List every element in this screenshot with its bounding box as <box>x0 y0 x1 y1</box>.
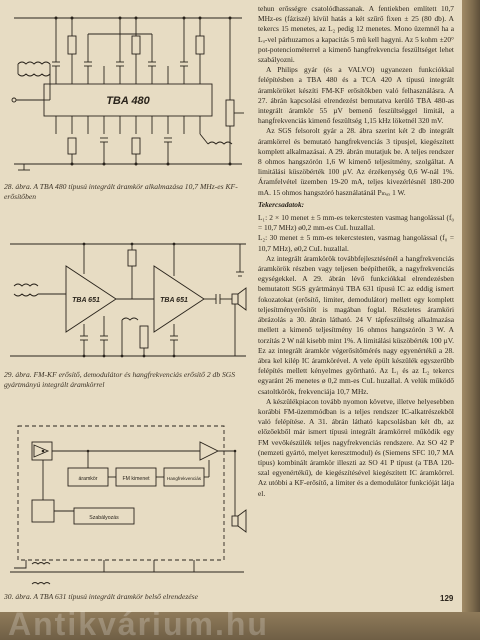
paragraph-4: Az integrált áramkörök továbbfejlesztésénél a hangfrekvenciás áramkörök részben vagy teljesen beépíthetők, a nagyfrekvenciás egységekkel. A 29. ábrán lévő funkciókkal elrendezésben bemutatott SGS gyártmányú TBA 631 típusú IC az eddig ismert fokozatokat (erősítő, limiter, demodulátor) mellett egy komplett teljesítményerősítőt is magában foglal. Részletes áramköri ábrázolás a 30. ábrán látható. 24 V tápfeszültség alkalmazása mellett a kimenő teljesítmény 16 ohmos hangszórón 3 W. A torzítás 2 W nál kisebb mint 1%. A limitálási küszöbérték 100 µV. Ez az integrált áramkör végerősítőmérés nagy egyenértékű a 28. ábra kel kilép IC áramkörével. A vele épült készülék egyszerűbb felépítés mellett kényelmes győrtható. Az L₁ és az L₂ tekercs egyaránt 26 menetes ø 0,2 mm-es CuL huzallal. A velük működő csatoltkörök, frekvenciája 10,7 MHz. <box>258 253 454 396</box>
coil-data-heading: Tekercsadatok: <box>258 199 305 209</box>
figure-28-caption: 28. ábra. A TBA 480 típusú integrált áramkör alkalmazása 10,7 MHz-es KF-erősítőben <box>4 182 238 201</box>
paragraph-1: tehun erősségre csatolódhassanak. A fentiekben említett 10,7 MHz-es (fáziszé) kívül hatás a két szűrő fixen ± 25 (80 db). A tekercs 15 menetes, az L₂ pedig 12 menetes. Mono üzemnél ha a Lᵤ-vel párhuzamos a kapacitás 5 mü kell hagyni. Az 5 kohm ±20° pot-potenciométerrel a kimenő hangfrekvencia feszültséget lehet szabályozni. <box>258 4 454 65</box>
chip-label-tba651-a: TBA 651 <box>72 297 100 304</box>
figure-30-caption: 30. ábra. A TBA 631 típusú integrált áramkör belső elrendezése <box>4 592 198 601</box>
figure-28-schematic <box>4 4 252 176</box>
paragraph-5: A készülékpiacon tovább nyomon követve, illetve helyesebben korábbi FM-üzemmódban is a teljes rendszer IC-alkatrészekből való felépítése. A 31. ábrán látható kapcsolásban két db, az előzőekből már ismert típusú integrált áramkörrel működik egy FM vevőkészülék teljes nagyfrekvenciás rendszere. Az SO 42 P (nemzeti gyártó, melyet keresztmodul) és (Siemens SFC 10,7 MA típus) kombinált áramkör illeszti az SO 41 P típust (a TBA 120-szal egyenértékű), de kiegészítésével kiegészített IC áramkörrel. Az utóbbi a KF-erősítő, a limiter és a demodulátor funkcióját látja el. <box>258 396 454 498</box>
chip-label-tba651-b: TBA 651 <box>160 297 188 304</box>
coil-data-l1: L₁: 2 × 10 menet ± 5 mm-es tekercstesten vasmag hangolással (f₀ = 10,7 MHz) ø0,2 mm-es CuL huzallal. <box>258 213 454 233</box>
figure-29-schematic <box>4 232 252 366</box>
block-label-2: FM kimenet <box>122 476 150 482</box>
paragraph-2: A Philips gyár (és a VALVO) ugyanezen funkciókkal felépítésben a TBA 480 és a TCA 420 A típusú integrált áramköröket készíti FM-KF erősítőkben való felhasználásra. A 27. ábrán kapcsolási elrendezést bemutatva kerülő TBA 480-as integrált áramkör 55 µV bemenő feszültséggel limitál, a hangfrekvenciás kimenő feszültség 1,15 kHz löketnél 320 mV. <box>258 65 454 126</box>
paragraph-3: Az SGS felsorolt gyár a 28. ábra szerint két 2 db integrált áramkörrel és bemutató hangfrekvenciás 3 tipusjel, kiegészített komplett alkalmazásai. A 29. ábrán mutatjuk be. A teljes rendszer 8 ohmos hangszórón 1,6 W kimenő teljesítmény, szolgáltat. A limitálási küszöbérték 100 µV. Az érzékenység 0,6 W-nál 1%. Áramfelvétel üzemben 19-20 mA, teljes kivezérlésnél 180-200 mA. 15 ohmos hangszóró használatánál Pₘₐₓ 1 W. <box>258 126 454 197</box>
figure-30-block-diagram <box>4 408 252 590</box>
page-edge <box>462 0 480 640</box>
block-label-1: áramkör <box>78 476 98 482</box>
block-label-3: Hangfrekvenciás <box>166 476 202 481</box>
watermark-text: Antikvárium.hu <box>8 606 269 640</box>
block-label-4: Szabályozás <box>89 515 119 521</box>
coil-data-l2: L₂: 30 menet ± 5 mm-es tekercstesten, vasmag hangolással (f₀ = 10,7 MHz), ø0,2 CuL huzallal. <box>258 233 454 253</box>
page-number: 129 <box>440 594 454 603</box>
chip-label-tba480: TBA 480 <box>106 95 150 107</box>
text-column <box>258 4 454 499</box>
figure-29-caption: 29. ábra. FM-KF erősítő, demodulátor és hangfrekvenciás erősítő 2 db SGS gyártmányú integrált áramkörrel <box>4 370 236 389</box>
